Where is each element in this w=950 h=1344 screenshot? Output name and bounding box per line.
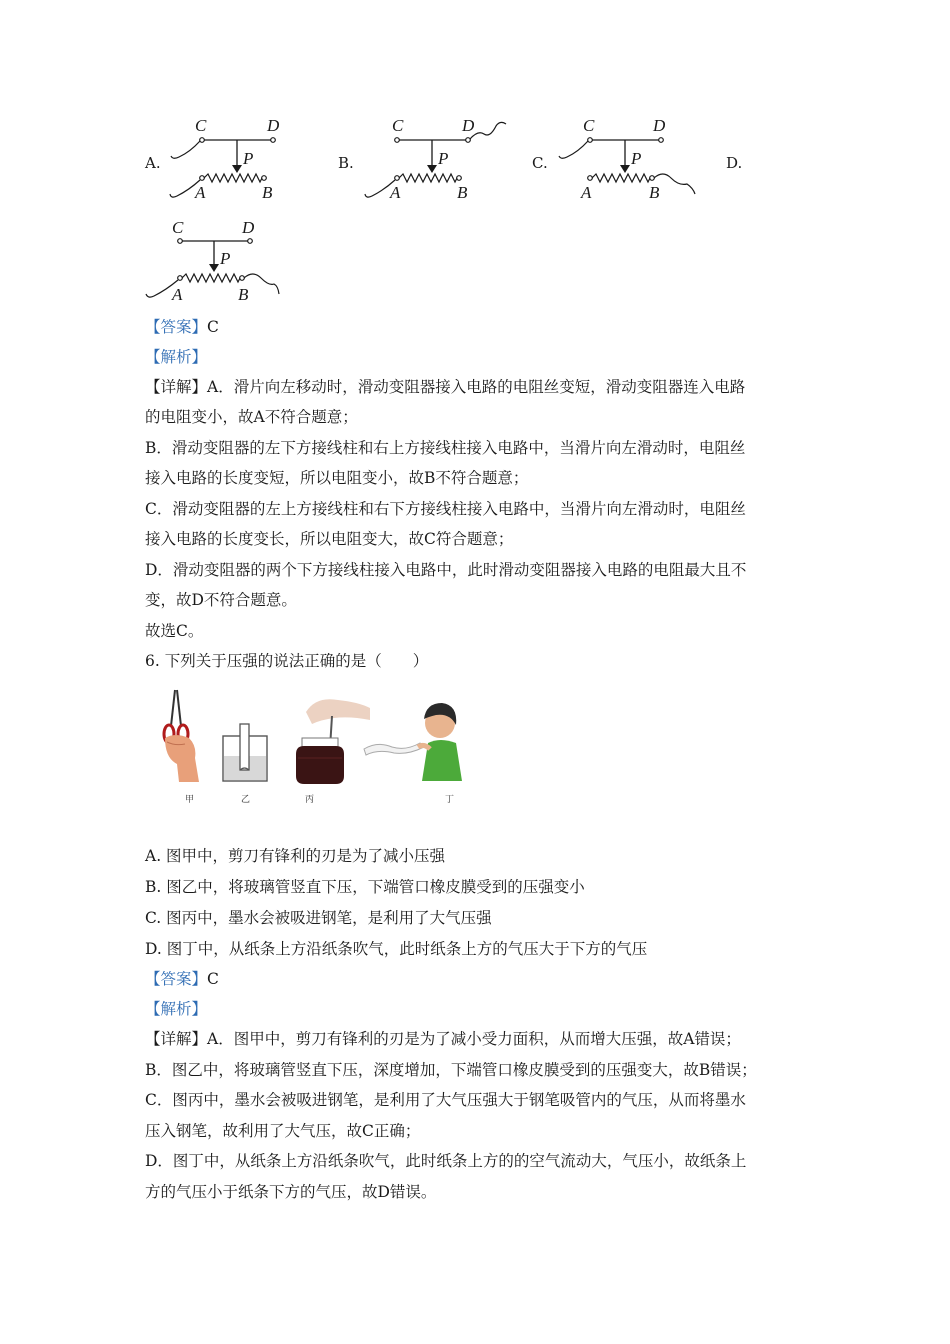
svg-text:C: C — [172, 218, 184, 237]
svg-text:C: C — [195, 116, 207, 135]
option-c-label: C. — [532, 154, 548, 172]
svg-text:B: B — [262, 183, 273, 202]
q6-detail-line: 压入钢笔，故利用了大气压，故C正确； — [145, 1122, 421, 1140]
answer-tag: 【答案】 — [145, 970, 208, 988]
answer-tag: 【答案】 — [145, 318, 208, 336]
q6-detail-line: B．图乙中，将玻璃管竖直下压，深度增加，下端管口橡皮膜受到的压强变大，故B错误； — [145, 1061, 757, 1079]
q5-answer — [145, 317, 219, 337]
answer-value: C — [207, 318, 219, 336]
figure-jia-scissors — [145, 688, 205, 783]
svg-text:B: B — [238, 285, 249, 304]
rheostat-diagram-c — [553, 112, 703, 207]
q5-detail-line: 接入电路的长度变长，所以电阻变大，故C符合题意； — [145, 530, 514, 548]
q6-option-b: B. 图乙中，将玻璃管竖直下压，下端管口橡皮膜受到的压强变小 — [145, 878, 585, 896]
caption-ding: 丁 — [445, 795, 455, 805]
caption-jia: 甲 — [185, 795, 195, 805]
q6-question: 6. 下列关于压强的说法正确的是（ ） — [145, 652, 429, 670]
q6-option-d: D. 图丁中，从纸条上方沿纸条吹气，此时纸条上方的气压大于下方的气压 — [145, 940, 648, 958]
svg-text:A: A — [195, 183, 206, 202]
q5-detail-line: B．滑动变阻器的左下方接线柱和右上方接线柱接入电路中，当滑片向左滑动时，电阻丝 — [145, 439, 746, 457]
q5-detail-line: 的电阻变小，故A不符合题意； — [145, 408, 358, 426]
q5-detail-line: 故选C。 — [145, 622, 204, 640]
svg-text:D: D — [242, 218, 255, 237]
q6-detail-line: D．图丁中，从纸条上方沿纸条吹气，此时纸条上方的的空气流动大，气压小，故纸条上 — [145, 1152, 747, 1170]
caption-yi: 乙 — [241, 795, 251, 805]
rheostat-diagram-b — [360, 112, 510, 207]
svg-text:D: D — [653, 116, 666, 135]
svg-text:B: B — [457, 183, 468, 202]
option-a-label: A. — [145, 154, 161, 172]
option-d-label: D. — [726, 154, 743, 172]
caption-bing: 丙 — [305, 795, 315, 805]
svg-text:P: P — [243, 149, 254, 168]
q5-detail-line: 【详解】A．滑片向左移动时，滑动变阻器接入电路的电阻丝变短，滑动变阻器连入电路 — [145, 378, 746, 396]
q6-option-a: A. 图甲中，剪刀有锋利的刃是为了减小压强 — [145, 847, 446, 865]
q6-detail-line: 【详解】A．图甲中，剪刀有锋利的刃是为了减小受力面积，从而增大压强，故A错误； — [145, 1030, 741, 1048]
q5-detail-line: 接入电路的长度变短，所以电阻变小，故B不符合题意； — [145, 469, 529, 487]
q6-detail-line: 方的气压小于纸条下方的气压，故D错误。 — [145, 1183, 437, 1201]
q6-answer — [145, 969, 219, 989]
q5-detail-line: D．滑动变阻器的两个下方接线柱接入电路中，此时滑动变阻器接入电路的电阻最大且不 — [145, 561, 747, 579]
svg-text:P: P — [438, 149, 449, 168]
svg-text:C: C — [392, 116, 404, 135]
option-b-label: B. — [338, 154, 354, 172]
figure-bing-ink-bottle — [290, 690, 370, 785]
svg-text:A: A — [390, 183, 401, 202]
rheostat-diagram-d — [140, 212, 290, 307]
figure-yi-beaker — [220, 722, 272, 784]
figure-ding-boy-blowing — [362, 695, 470, 787]
answer-value: C — [207, 970, 219, 988]
q6-analysis-tag: 【解析】 — [145, 1000, 208, 1018]
svg-text:D: D — [267, 116, 280, 135]
svg-text:B: B — [649, 183, 660, 202]
svg-text:C: C — [583, 116, 595, 135]
q5-detail-line: 变，故D不符合题意。 — [145, 591, 297, 609]
q5-analysis-tag: 【解析】 — [145, 348, 208, 366]
svg-text:P: P — [631, 149, 642, 168]
svg-text:D: D — [462, 116, 475, 135]
svg-text:A: A — [172, 285, 183, 304]
svg-text:P: P — [220, 249, 231, 268]
rheostat-diagram-a — [165, 112, 295, 207]
svg-text:A: A — [581, 183, 592, 202]
q5-detail-line: C．滑动变阻器的左上方接线柱和右下方接线柱接入电路中，当滑片向左滑动时，电阻丝 — [145, 500, 746, 518]
q6-option-c: C. 图丙中，墨水会被吸进钢笔，是利用了大气压强 — [145, 909, 492, 927]
q6-detail-line: C．图丙中，墨水会被吸进钢笔，是利用了大气压强大于钢笔吸管内的气压，从而将墨水 — [145, 1091, 746, 1109]
